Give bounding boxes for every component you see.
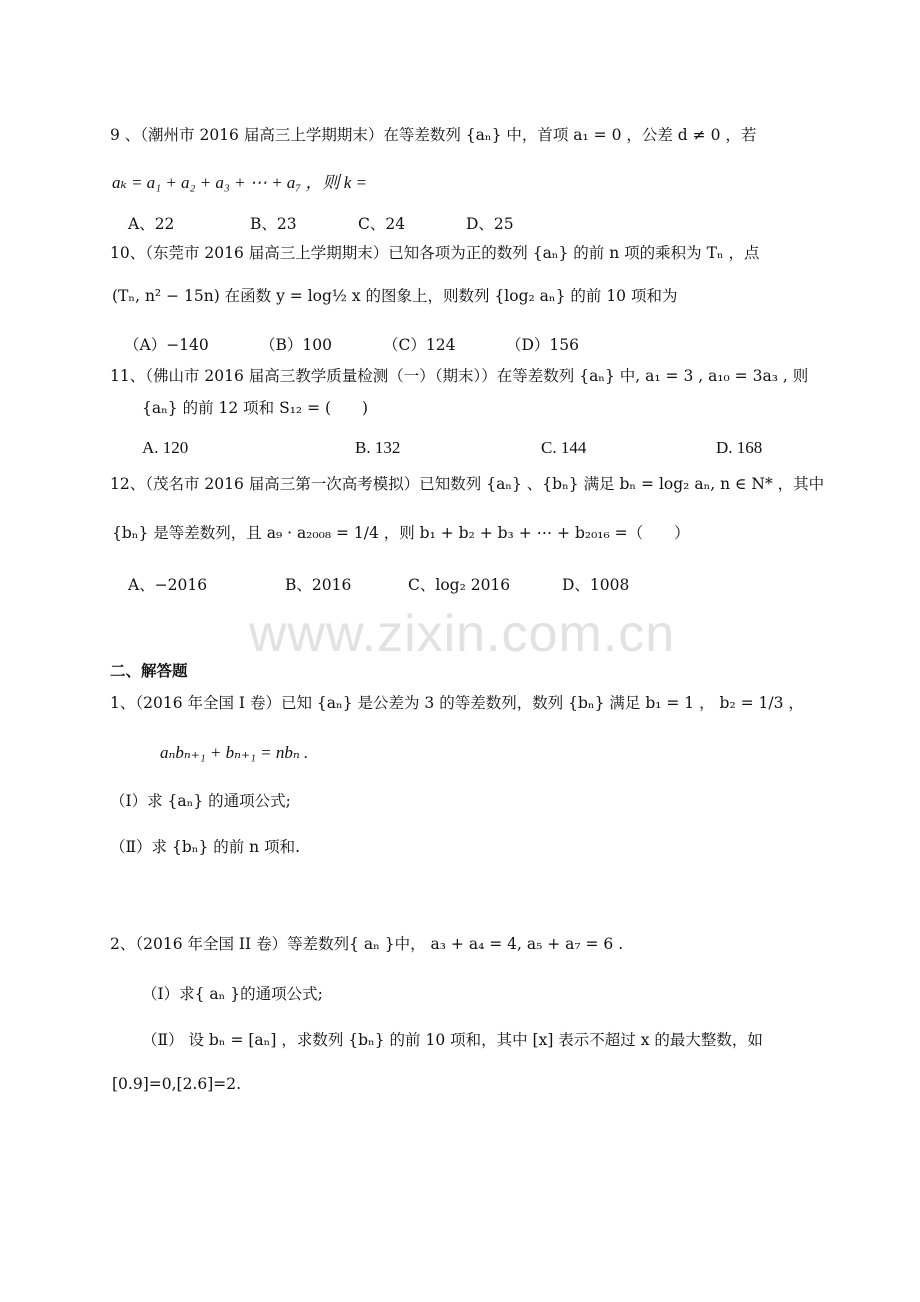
q10-option-b: （B）100 (260, 336, 332, 354)
q9-option-d: D、25 (466, 215, 514, 233)
p1-stem-line2: aₙbₙ₊₁ + bₙ₊₁ = nbₙ . (160, 743, 309, 762)
p1-part1: （Ⅰ）求 {aₙ} 的通项公式; (110, 792, 291, 810)
q10-option-a: （A）−140 (124, 336, 209, 354)
section-title: 二、解答题 (110, 661, 188, 680)
watermark: www.zixin.com.cn (248, 605, 676, 663)
q12-option-d: D、1008 (562, 576, 630, 594)
p2-stem-line1: 2、（2016 年全国 II 卷）等差数列{ aₙ }中， a₃ + a₄ = 4, a₅ + a₇ = 6 . (110, 935, 624, 953)
q12-option-c: C、log₂ 2016 (408, 576, 511, 594)
q11-stem-line2: {aₙ} 的前 12 项和 S₁₂ = ( ) (142, 399, 369, 417)
q12-option-a: A、−2016 (128, 576, 208, 594)
q9-stem-line1: 9 、（潮州市 2016 届高三上学期期末）在等差数列 {aₙ} 中，首项 a₁ = 0 ，公差 d ≠ 0 ，若 (110, 126, 757, 144)
p1-stem-line1: 1、（2016 年全国 I 卷）已知 {aₙ} 是公差为 3 的等差数列，数列 {bₙ} 满足 b₁ = 1 ， b₂ = 1/3 ， (110, 694, 804, 712)
p2-part2: （Ⅱ） 设 bₙ = [aₙ] ，求数列 {bₙ} 的前 10 项和，其中 [x] 表示不超过 x 的最大整数，如 (142, 1031, 763, 1049)
q9-stem-line2: aₖ = a₁ + a₂ + a₃ + ⋯ + a₇ ，则 k = (112, 173, 367, 192)
p1-part2: （Ⅱ）求 {bₙ} 的前 n 项和. (110, 838, 301, 856)
q12-stem-line1: 12、（茂名市 2016 届高三第一次高考模拟）已知数列 {aₙ} 、{bₙ} 满足 bₙ = log₂ aₙ, n ∈ N* ，其中 (110, 475, 825, 493)
q11-option-a: A. 120 (142, 438, 189, 457)
q10-option-c: （C）124 (383, 336, 456, 354)
q10-option-d: （D）156 (506, 336, 580, 354)
q11-stem-line1: 11、（佛山市 2016 届高三教学质量检测（一）（期末））在等差数列 {aₙ} 中, a₁ = 3 , a₁₀ = 3a₃ , 则 (110, 367, 809, 385)
q11-option-b: B. 132 (355, 438, 401, 457)
q11-option-c: C. 144 (541, 438, 587, 457)
q12-stem-line2: {bₙ} 是等差数列，且 a₉ · a₂₀₀₈ = 1/4 ，则 b₁ + b₂ + b₃ + ⋯ + b₂₀₁₆ =（ ） (112, 524, 690, 542)
q9-option-a: A、22 (128, 215, 175, 233)
p2-part1: （Ⅰ）求{ aₙ }的通项公式; (142, 985, 323, 1003)
q9-option-c: C、24 (358, 215, 406, 233)
p2-part3: [0.9]=0,[2.6]=2. (112, 1075, 242, 1093)
q11-option-d: D. 168 (716, 438, 763, 457)
q10-stem-line2: (Tₙ, n² − 15n) 在函数 y = log½ x 的图象上，则数列 {log₂ aₙ} 的前 10 项和为 (112, 287, 678, 305)
q9-option-b: B、23 (250, 215, 297, 233)
q12-option-b: B、2016 (285, 576, 352, 594)
q10-stem-line1: 10、（东莞市 2016 届高三上学期期末）已知各项为正的数列 {aₙ} 的前 n 项的乘积为 Tₙ ，点 (110, 244, 760, 262)
